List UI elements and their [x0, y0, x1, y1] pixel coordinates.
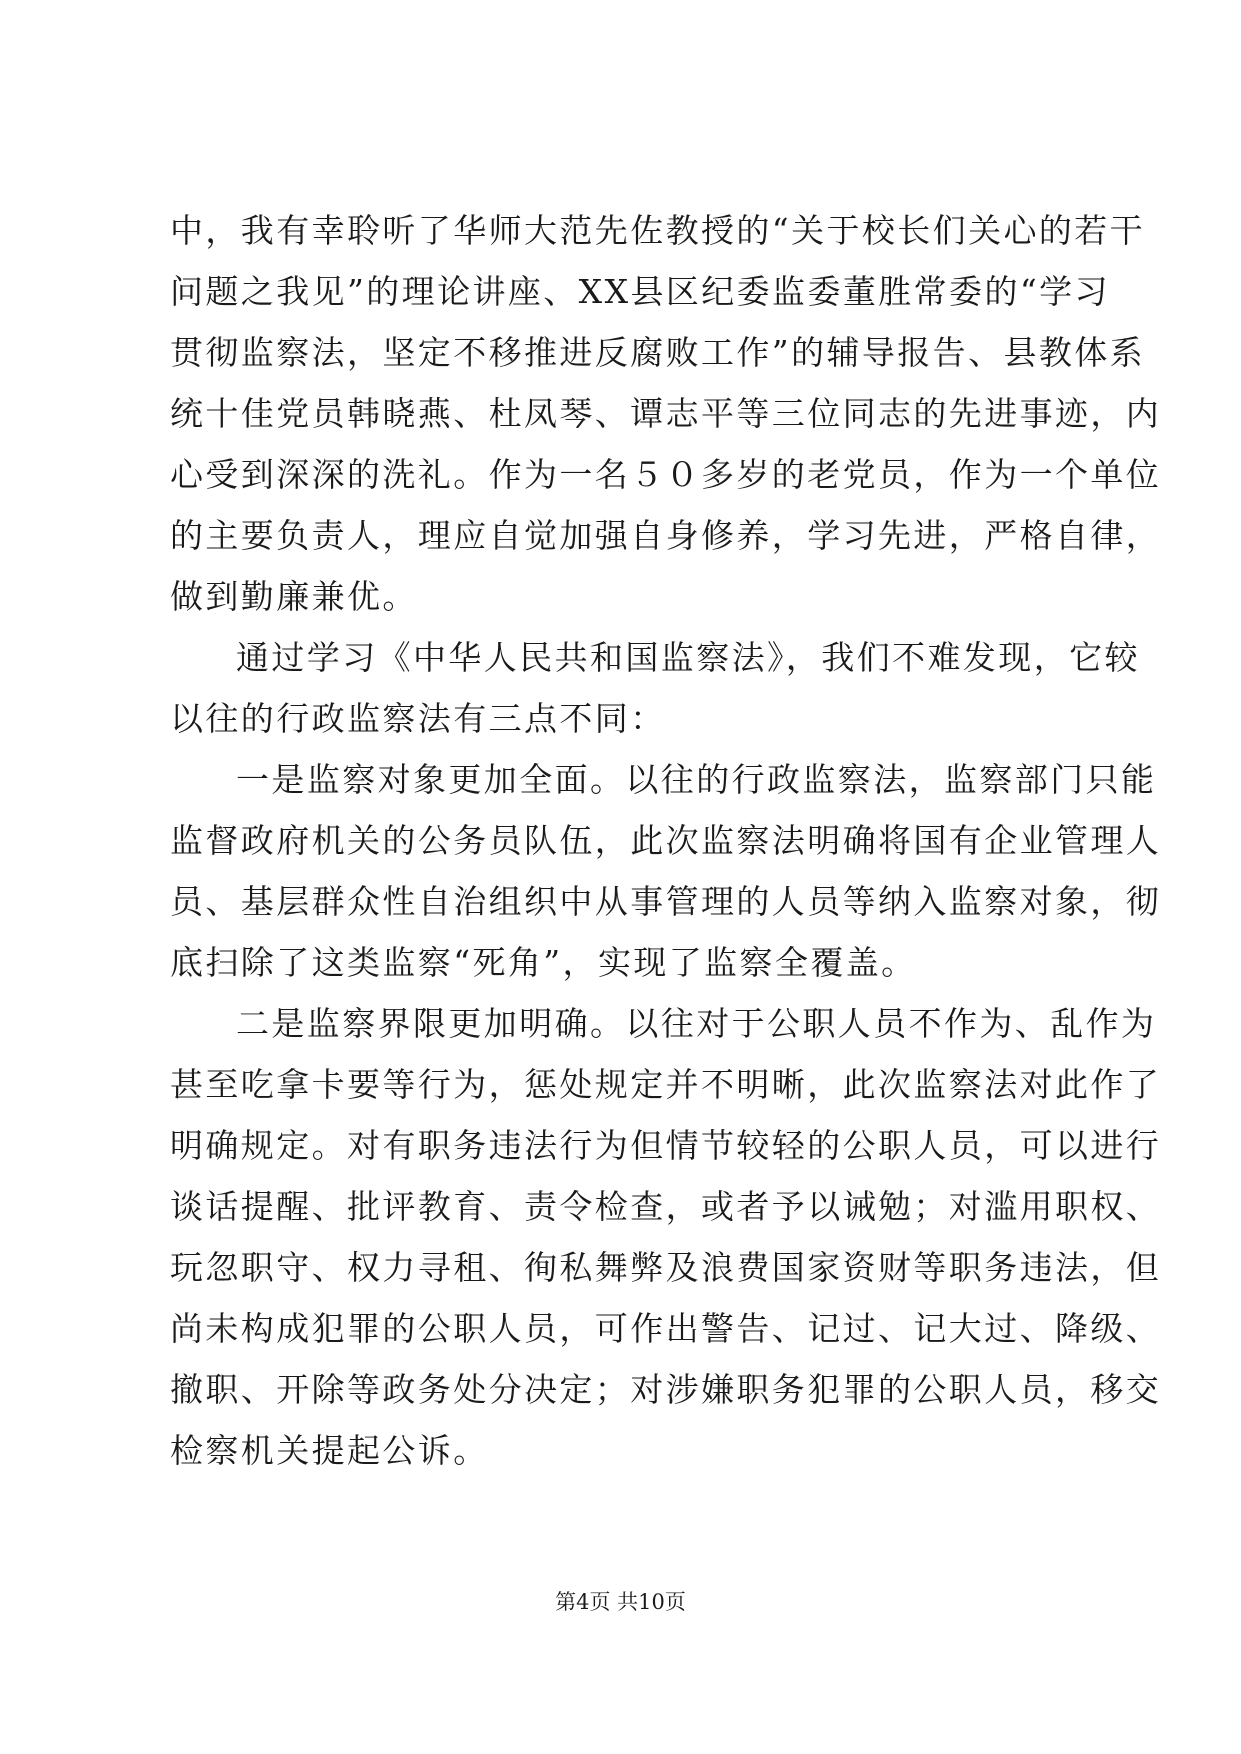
text-line: 监督政府机关的公务员队伍，此次监察法明确将国有企业管理人 [170, 821, 1162, 860]
paragraph-4 [170, 993, 1162, 1481]
text-line: 一是监察对象更加全面。以往的行政监察法，监察部门只能 [236, 760, 1157, 799]
text-line: 二是监察界限更加明确。以往对于公职人员不作为、乱作为 [236, 1004, 1157, 1043]
paragraph-3 [170, 749, 1162, 993]
text-line: 心受到深深的洗礼。作为一名５０多岁的老党员，作为一个单位 [170, 455, 1162, 494]
paragraph-1 [170, 200, 1162, 627]
text-line: 通过学习《中华人民共和国监察法》，我们不难发现，它较 [236, 638, 1140, 677]
paragraph-2 [170, 627, 1140, 749]
text-line: 谈话提醒、批评教育、责令检查，或者予以诫勉；对滥用职权、 [170, 1187, 1162, 1226]
text-line: 撤职、开除等政务处分决定；对涉嫌职务犯罪的公职人员，移交 [170, 1370, 1162, 1409]
text-line: 问题之我见”的理论讲座、XX县区纪委监委董胜常委的“学习 [170, 272, 1110, 311]
text-line: 的主要负责人，理应自觉加强自身修养，学习先进，严格自律， [170, 516, 1162, 555]
text-line: 玩忽职守、权力寻租、徇私舞弊及浪费国家资财等职务违法，但 [170, 1248, 1162, 1287]
text-line: 贯彻监察法，坚定不移推进反腐败工作”的辅导报告、县教体系 [170, 333, 1146, 372]
text-line: 尚未构成犯罪的公职人员，可作出警告、记过、记大过、降级、 [170, 1309, 1162, 1348]
text-line: 明确规定。对有职务违法行为但情节较轻的公职人员，可以进行 [170, 1126, 1162, 1165]
text-line: 检察机关提起公诉。 [170, 1431, 489, 1470]
text-line: 底扫除了这类监察“死角”，实现了监察全覆盖。 [170, 943, 917, 982]
text-line: 员、基层群众性自治组织中从事管理的人员等纳入监察对象，彻 [170, 882, 1162, 921]
text-line: 统十佳党员韩晓燕、杜凤琴、谭志平等三位同志的先进事迹，内 [170, 394, 1162, 433]
text-line: 甚至吃拿卡要等行为，惩处规定并不明晰，此次监察法对此作了 [170, 1065, 1162, 1104]
document-body [170, 200, 1162, 1481]
text-line: 以往的行政监察法有三点不同： [170, 699, 666, 738]
text-line: 做到勤廉兼优。 [170, 577, 418, 616]
text-line: 中，我有幸聆听了华师大范先佐教授的“关于校长们关心的若干 [170, 211, 1146, 250]
page-number: 第4页 共10页 [555, 1590, 686, 1614]
